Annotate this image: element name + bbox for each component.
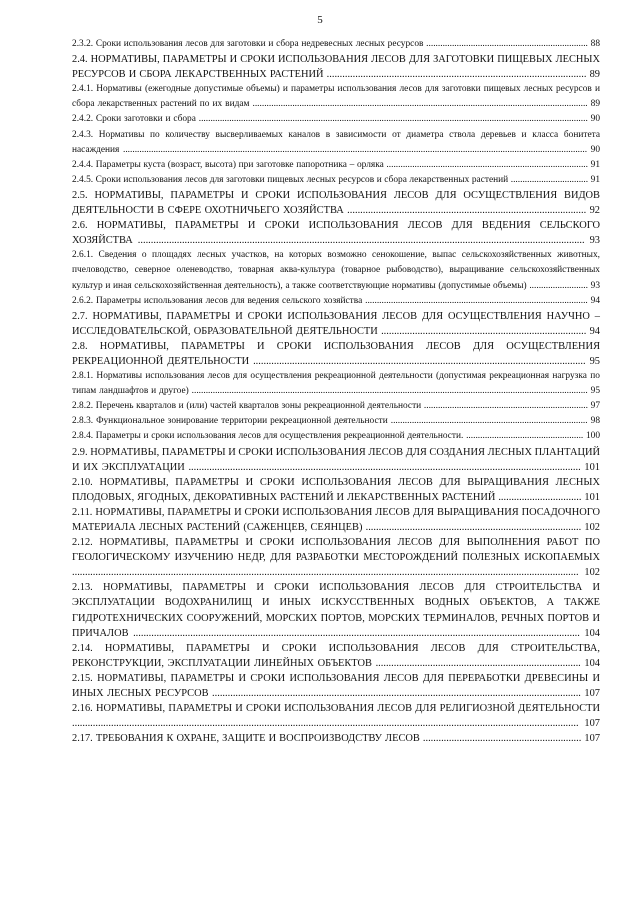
- dot-leader: ....................................................................................................: [323, 69, 590, 81]
- toc-entry-title: 2.4.2. Сроки заготовки и сбора: [72, 114, 196, 125]
- toc-entry: [72, 445, 600, 475]
- toc-entry: [72, 369, 600, 399]
- dot-leader: ...................................................................................................................................................................................................: [72, 567, 585, 579]
- toc-entry-title: 2.6. НОРМАТИВЫ, ПАРАМЕТРЫ И СРОКИ ИСПОЛЬЗОВАНИЯ ЛЕСОВ ДЛЯ ВЕДЕНИЯ СЕЛЬСКОГО ХОЗЯЙСТВА: [72, 220, 600, 247]
- toc-entry-page: 94: [589, 325, 600, 337]
- toc-entry: [72, 112, 600, 127]
- toc-entry-page: 88: [590, 39, 601, 49]
- toc-entry-title: 2.12. НОРМАТИВЫ, ПАРАМЕТРЫ И СРОКИ ИСПОЛЬЗОВАНИЯ ЛЕСОВ ДЛЯ ВЫПОЛНЕНИЯ РАБОТ ПО ГЕОЛОГИЧЕСКОМУ ИЗУЧЕНИЮ НЕДР, ДЛЯ РАЗРАБОТКИ МЕСТОРОЖДЕНИЙ ПОЛЕЗНЫХ ИСКОПАЕМЫХ: [72, 537, 600, 564]
- toc-entry-page: 107: [584, 718, 600, 730]
- toc-entry: [72, 248, 600, 293]
- toc-entry-page: 101: [584, 491, 600, 503]
- toc-entry-page: 91: [590, 159, 601, 170]
- toc-entry: [72, 218, 600, 248]
- dot-leader: ......................................................................: [421, 401, 591, 412]
- toc-entry-page: 89: [589, 69, 600, 81]
- dot-leader: ...................................................................................: [362, 522, 585, 533]
- toc-entry: [72, 37, 600, 52]
- toc-entry-page: 107: [584, 733, 601, 745]
- toc-entry: [72, 414, 600, 429]
- toc-entry-title: 2.10. НОРМАТИВЫ, ПАРАМЕТРЫ И СРОКИ ИСПОЛЬЗОВАНИЯ ЛЕСОВ ДЛЯ ВЫРАЩИВАНИЯ ЛЕСНЫХ ПЛОДОВЫХ, ЯГОДНЫХ, ДЕКОРАТИВНЫХ РАСТЕНИЙ И ЛЕКАРСТВЕННЫХ РАСТЕНИЙ: [72, 476, 600, 503]
- toc-entry: [72, 475, 600, 505]
- toc-entry-title: 2.6.2. Параметры использования лесов для ведения сельского хозяйства: [72, 295, 363, 306]
- dot-leader: ...............................................................................: [377, 325, 590, 337]
- dot-leader: ......................................................................................................................................................................................................: [119, 144, 591, 155]
- toc-entry-page: 91: [590, 174, 600, 185]
- toc-entry-page: 100: [585, 431, 601, 442]
- toc-entry-page: 95: [589, 355, 600, 367]
- dot-leader: ................................................................................................................................: [249, 355, 590, 367]
- dot-leader: ................................: [495, 491, 585, 503]
- dot-leader: ...............................................................................................................................................: [249, 99, 591, 110]
- toc-entry-page: 90: [590, 144, 600, 155]
- toc-entry-title: 2.16. НОРМАТИВЫ, ПАРАМЕТРЫ И СРОКИ ИСПОЛЬЗОВАНИЯ ЛЕСОВ ДЛЯ РЕЛИГИОЗНОЙ ДЕЯТЕЛЬНОСТИ: [72, 703, 600, 715]
- toc-entry: [72, 641, 600, 671]
- toc-entry-title: 2.15. НОРМАТИВЫ, ПАРАМЕТРЫ И СРОКИ ИСПОЛЬЗОВАНИЯ ЛЕСОВ ДЛЯ ПЕРЕРАБОТКИ ДРЕВЕСИНЫ И ИНЫХ ЛЕСНЫХ РЕСУРСОВ: [72, 672, 600, 700]
- toc-entry-page: 89: [590, 99, 600, 110]
- dot-leader: .........................................................................................................................................................................: [188, 386, 591, 397]
- toc-entry: [72, 701, 600, 731]
- dot-leader: ............................................................................................................................................................................: [132, 235, 590, 247]
- table-of-contents: [72, 37, 600, 746]
- toc-entry: [72, 309, 600, 339]
- toc-entry: [72, 188, 600, 218]
- dot-leader: ......................................................................................: [383, 159, 591, 170]
- toc-entry: [72, 173, 600, 188]
- toc-entry-title: 2.8.1. Нормативы использования лесов для осуществления рекреационной деятельности (допустимая рекреационная нагрузка по типам ландшафтов и другое): [72, 371, 600, 397]
- toc-entry-title: 2.8. НОРМАТИВЫ, ПАРАМЕТРЫ И СРОКИ ИСПОЛЬЗОВАНИЯ ЛЕСОВ ДЛЯ ОСУЩЕСТВЛЕНИЯ РЕКРЕАЦИОННОЙ ДЕЯТЕЛЬНОСТИ: [72, 340, 600, 367]
- dot-leader: ...............................................................................: [371, 657, 585, 669]
- toc-entry-title: 2.14. НОРМАТИВЫ, ПАРАМЕТРЫ И СРОКИ ИСПОЛЬЗОВАНИЯ ЛЕСОВ ДЛЯ СТРОИТЕЛЬСТВА, РЕКОНСТРУКЦИИ, ЭКСПЛУАТАЦИИ ЛИНЕЙНЫХ ОБЪЕКТОВ: [72, 642, 600, 669]
- toc-entry: [72, 671, 600, 701]
- toc-entry-title: 2.3.2. Сроки использования лесов для заготовки и сбора недревесных лесных ресурсов: [72, 39, 424, 49]
- toc-entry: [72, 535, 600, 580]
- toc-entry-title: 2.4.3. Нормативы по количеству высверливаемых каналов в зависимости от диаметра ствола деревьев и класса бонитета насаждения: [72, 129, 600, 155]
- toc-entry-page: 98: [590, 416, 600, 427]
- toc-entry: [72, 52, 600, 82]
- toc-entry: [72, 339, 600, 369]
- dot-leader: ............................................................................................................................................................................: [128, 627, 585, 639]
- toc-entry-title: 2.4.5. Сроки использования лесов для заготовки пищевых лесных ресурсов и сбора лекарственных растений: [72, 174, 509, 185]
- dot-leader: ...................................................................................................................................................................................................: [72, 718, 585, 730]
- toc-entry-page: 104: [584, 627, 600, 639]
- toc-entry-title: 2.4. НОРМАТИВЫ, ПАРАМЕТРЫ И СРОКИ ИСПОЛЬЗОВАНИЯ ЛЕСОВ ДЛЯ ЗАГОТОВКИ ПИЩЕВЫХ ЛЕСНЫХ РЕСУРСОВ И СБОРА ЛЕКАРСТВЕННЫХ РАСТЕНИЙ: [72, 54, 600, 81]
- dot-leader: .................................: [508, 174, 591, 185]
- toc-entry: [72, 82, 600, 112]
- toc-entry: [72, 429, 600, 444]
- toc-entry-title: 2.5. НОРМАТИВЫ, ПАРАМЕТРЫ И СРОКИ ИСПОЛЬЗОВАНИЯ ЛЕСОВ ДЛЯ ОСУЩЕСТВЛЕНИЯ ВИДОВ ДЕЯТЕЛЬНОСТИ В СФЕРЕ ОХОТНИЧЬЕГО ХОЗЯЙСТВА: [72, 189, 600, 217]
- dot-leader: ..................................................: [463, 431, 586, 442]
- toc-entry-page: 97: [590, 401, 601, 412]
- toc-entry: [72, 128, 600, 158]
- dot-leader: ..............................................................................................................................................: [208, 688, 585, 700]
- toc-entry-page: 94: [590, 295, 601, 306]
- dot-leader: .........................: [526, 280, 591, 291]
- dot-leader: .......................................................................................................................................................: [184, 461, 585, 473]
- dot-leader: ............................................................................................: [343, 205, 590, 217]
- toc-entry-title: 2.8.2. Перечень кварталов и (или) частей кварталов зоны рекреационной деятельности: [72, 401, 422, 412]
- toc-entry-title: 2.8.3. Функциональное зонирование территории рекреационной деятельности: [72, 416, 388, 427]
- toc-entry-title: 2.4.4. Параметры куста (возраст, высота) при заготовке папоротника – орляка: [72, 159, 384, 170]
- toc-entry: [72, 399, 600, 414]
- toc-entry-page: 104: [584, 657, 600, 669]
- toc-entry-title: 2.4.1. Нормативы (ежегодные допустимые объемы) и параметры использования лесов для заготовки пищевых лесных ресурсов и сбора лекарственных растений по их видам: [72, 84, 600, 110]
- toc-entry-page: 93: [589, 235, 600, 247]
- toc-entry-title: 2.8.4. Параметры и сроки использования лесов для осуществления рекреационной деятельности.: [72, 431, 464, 442]
- toc-entry-page: 102: [584, 567, 600, 579]
- toc-entry: [72, 158, 600, 173]
- toc-entry-page: 107: [584, 688, 600, 700]
- dot-leader: ......................................................................................................................................................................: [195, 114, 591, 125]
- toc-entry-page: 102: [584, 522, 600, 533]
- dot-leader: .....................................................................: [423, 39, 591, 49]
- dot-leader: ...............................................................................................: [362, 295, 591, 306]
- toc-entry-title: 2.17. ТРЕБОВАНИЯ К ОХРАНЕ, ЗАЩИТЕ И ВОСПРОИЗВОДСТВУ ЛЕСОВ: [72, 733, 420, 745]
- toc-entry-page: 93: [590, 280, 600, 291]
- dot-leader: ....................................................................................: [387, 416, 591, 427]
- toc-entry-title: 2.6.1. Сведения о площадях лесных участков, на которых возможно сенокошение, выпас сельскохозяйственных животных, пчеловодство, северное оленеводство, товарная аква-культура (товарное рыбоводство), выращивание сельскохозяйственных культур и иная сельскохозяйственная деятельность), а также соответствующие нормативы (допустимые объемы): [72, 250, 600, 291]
- toc-entry: [72, 505, 600, 535]
- toc-entry-title: 2.7. НОРМАТИВЫ, ПАРАМЕТРЫ И СРОКИ ИСПОЛЬЗОВАНИЯ ЛЕСОВ ДЛЯ ОСУЩЕСТВЛЕНИЯ НАУЧНО – ИССЛЕДОВАТЕЛЬСКОЙ, ОБРАЗОВАТЕЛЬНОЙ ДЕЯТЕЛЬНОСТИ: [72, 310, 600, 337]
- toc-entry-page: 92: [589, 205, 600, 217]
- toc-entry: [72, 580, 600, 640]
- toc-entry-title: 2.11. НОРМАТИВЫ, ПАРАМЕТРЫ И СРОКИ ИСПОЛЬЗОВАНИЯ ЛЕСОВ ДЛЯ ВЫРАЩИВАНИЯ ПОСАДОЧНОГО МАТЕРИАЛА ЛЕСНЫХ РАСТЕНИЙ (САЖЕНЦЕВ, СЕЯНЦЕВ): [72, 506, 600, 533]
- dot-leader: .............................................................: [419, 733, 585, 745]
- toc-entry-page: 95: [590, 386, 600, 397]
- toc-entry-page: 90: [590, 114, 600, 125]
- page-number: 5: [317, 14, 323, 26]
- toc-entry-title: 2.13. НОРМАТИВЫ, ПАРАМЕТРЫ И СРОКИ ИСПОЛЬЗОВАНИЯ ЛЕСОВ ДЛЯ СТРОИТЕЛЬСТВА И ЭКСПЛУАТАЦИИ ВОДОХРАНИЛИЩ И ИНЫХ ИСКУССТВЕННЫХ ВОДНЫХ ОБЪЕКТОВ, А ТАКЖЕ ГИДРОТЕХНИЧЕСКИХ СООРУЖЕНИЙ, МОРСКИХ ПОРТОВ, МОРСКИХ ТЕРМИНАЛОВ, РЕЧНЫХ ПОРТОВ И ПРИЧАЛОВ: [72, 582, 600, 639]
- toc-entry: [72, 731, 600, 746]
- toc-entry-title: 2.9. НОРМАТИВЫ, ПАРАМЕТРЫ И СРОКИ ИСПОЛЬЗОВАНИЯ ЛЕСОВ ДЛЯ СОЗДАНИЯ ЛЕСНЫХ ПЛАНТАЦИЙ И ИХ ЭКСПЛУАТАЦИИ: [72, 446, 600, 473]
- toc-entry-page: 101: [584, 461, 600, 473]
- toc-entry: [72, 294, 600, 309]
